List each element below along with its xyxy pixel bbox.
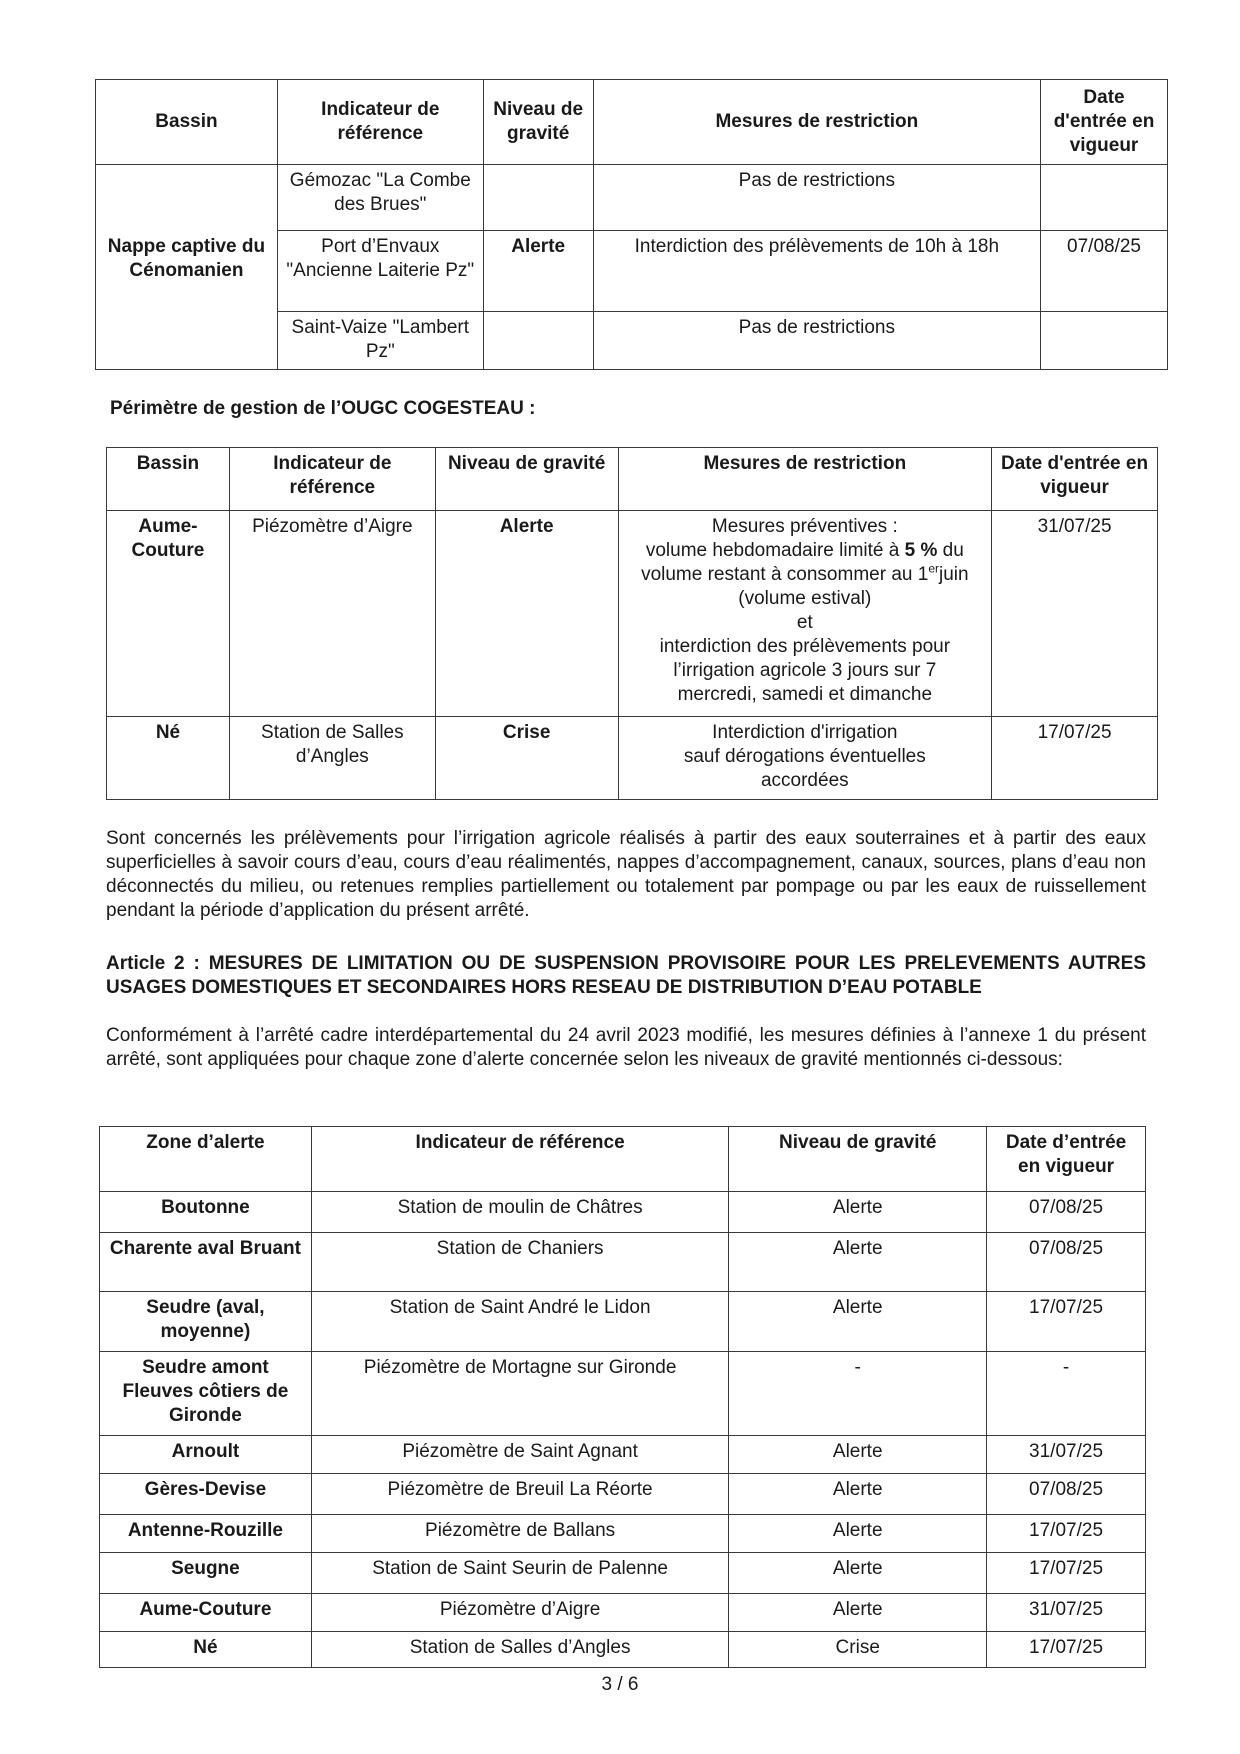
date-cell: 17/07/25 xyxy=(987,1553,1146,1594)
table-row xyxy=(107,511,1158,717)
bassin-cell xyxy=(96,312,278,370)
niveau-cell: Alerte xyxy=(729,1515,987,1553)
mesure-sup: er xyxy=(928,561,939,576)
date-cell: 31/07/25 xyxy=(987,1436,1146,1474)
niveau-cell: Alerte xyxy=(729,1233,987,1292)
zone-cell: Seudre (aval, moyenne) xyxy=(100,1292,312,1352)
zone-cell: Charente aval Bruant xyxy=(100,1233,312,1292)
header-niveau: Niveau de gravité xyxy=(483,80,593,165)
header-indicateur: Indicateur de référence xyxy=(311,1127,729,1192)
mesure-line: mercredi, samedi et dimanche xyxy=(677,684,933,705)
bassin-cell: Aume-Couture xyxy=(107,511,230,717)
bassin-cell xyxy=(96,165,278,231)
mesure-line: l’irrigation agricole 3 jours sur 7 xyxy=(673,660,937,681)
mesure-line: Mesures préventives : xyxy=(711,516,898,537)
bassin-cell: Nappe captive du Cénomanien xyxy=(96,231,278,312)
table-row xyxy=(100,1192,1146,1233)
indicateur-cell: Piézomètre d’Aigre xyxy=(229,511,435,717)
mesure-line: sauf dérogations éventuelles xyxy=(683,746,926,767)
indicateur-cell: Gémozac "La Combe des Brues" xyxy=(277,165,483,231)
header-mesures: Mesures de restriction xyxy=(618,448,992,511)
table-row xyxy=(100,1474,1146,1515)
niveau-cell xyxy=(483,165,593,231)
zone-cell: Antenne-Rouzille xyxy=(100,1515,312,1553)
section-title: Périmètre de gestion de l’OUGC COGESTEAU : xyxy=(110,398,536,419)
niveau-cell: Alerte xyxy=(729,1436,987,1474)
date-cell: - xyxy=(987,1352,1146,1436)
zone-cell: Aume-Couture xyxy=(100,1594,312,1632)
header-niveau: Niveau de gravité xyxy=(435,448,618,511)
zone-cell: Gères-Devise xyxy=(100,1474,312,1515)
date-cell: 17/07/25 xyxy=(987,1632,1146,1668)
mesures-cell xyxy=(618,717,992,800)
indicateur-cell: Piézomètre d’Aigre xyxy=(311,1594,729,1632)
niveau-cell: Alerte xyxy=(483,231,593,312)
table-row xyxy=(100,1632,1146,1668)
article-2-body: Conformément à l’arrêté cadre interdépartemental du 24 avril 2023 modifié, les mesures définies à l’annexe 1 du présent arrêté, sont appliquées pour chaque zone d’alerte concernée selon les niveaux de gravité mentionnés ci-dessous: xyxy=(106,1025,1146,1070)
indicateur-cell: Station de Salles d’Angles xyxy=(311,1632,729,1668)
date-cell: 07/08/25 xyxy=(987,1233,1146,1292)
page-number: 3 / 6 xyxy=(601,1674,639,1695)
header-bassin: Bassin xyxy=(96,80,278,165)
date-cell: 07/08/25 xyxy=(1041,231,1168,312)
niveau-cell: Alerte xyxy=(729,1292,987,1352)
mesure-line: (volume estival) xyxy=(738,588,872,609)
mesures-cell xyxy=(618,511,992,717)
indicateur-cell: Saint-Vaize "Lambert Pz" xyxy=(277,312,483,370)
date-cell: 07/08/25 xyxy=(987,1474,1146,1515)
date-cell: 07/08/25 xyxy=(987,1192,1146,1233)
indicateur-cell: Piézomètre de Ballans xyxy=(311,1515,729,1553)
mesure-line: interdiction des prélèvements pour xyxy=(659,636,951,657)
mesure-line: Interdiction d'irrigation xyxy=(712,722,898,743)
header-date: Date d'entrée en vigueur xyxy=(1041,80,1168,165)
mesure-line xyxy=(625,563,986,587)
mesures-cell: Interdiction des prélèvements de 10h à 18h xyxy=(593,231,1040,312)
indicateur-cell: Station de Saint André le Lidon xyxy=(311,1292,729,1352)
date-cell: 17/07/25 xyxy=(992,717,1158,800)
indicateur-cell: Port d’Envaux "Ancienne Laiterie Pz" xyxy=(277,231,483,312)
header-zone: Zone d’alerte xyxy=(100,1127,312,1192)
indicateur-cell: Station de Chaniers xyxy=(311,1233,729,1292)
restriction-table-cogesteau xyxy=(106,447,1158,800)
table-row xyxy=(107,717,1158,800)
indicateur-cell: Piézomètre de Saint Agnant xyxy=(311,1436,729,1474)
zone-cell: Seugne xyxy=(100,1553,312,1594)
zone-cell: Seudre amont Fleuves côtiers de Gironde xyxy=(100,1352,312,1436)
zone-cell: Boutonne xyxy=(100,1192,312,1233)
header-mesures: Mesures de restriction xyxy=(593,80,1040,165)
table-row xyxy=(100,1553,1146,1594)
table-row xyxy=(100,1233,1146,1292)
mesure-line: accordées xyxy=(760,770,849,791)
article-2-title: Article 2 : MESURES DE LIMITATION OU DE SUSPENSION PROVISOIRE POUR LES PRELEVEMENTS AUTRES USAGES DOMESTIQUES ET SECONDAIRES HORS RESEAU DE DISTRIBUTION D’EAU POTABLE xyxy=(106,953,1146,998)
mesure-line xyxy=(625,539,986,563)
date-cell xyxy=(1041,312,1168,370)
header-indicateur: Indicateur de référence xyxy=(229,448,435,511)
niveau-cell: Crise xyxy=(435,717,618,800)
mesure-text: du xyxy=(937,540,964,561)
table-header-row xyxy=(100,1127,1146,1192)
table-row xyxy=(96,231,1168,312)
restriction-table-cenomanien xyxy=(95,79,1168,370)
date-cell xyxy=(1041,165,1168,231)
bassin-cell: Né xyxy=(107,717,230,800)
table-row xyxy=(100,1594,1146,1632)
mesure-percent: 5 % xyxy=(904,540,938,561)
niveau-cell: Alerte xyxy=(729,1553,987,1594)
zone-alerte-table xyxy=(99,1126,1146,1668)
niveau-cell: Alerte xyxy=(435,511,618,717)
niveau-cell: - xyxy=(729,1352,987,1436)
indicateur-cell: Piézomètre de Mortagne sur Gironde xyxy=(311,1352,729,1436)
niveau-cell: Alerte xyxy=(729,1192,987,1233)
date-cell: 17/07/25 xyxy=(987,1292,1146,1352)
date-cell: 31/07/25 xyxy=(987,1594,1146,1632)
niveau-cell: Alerte xyxy=(729,1474,987,1515)
table-header-row xyxy=(107,448,1158,511)
mesure-line: et xyxy=(796,612,813,633)
header-date: Date d’entrée en vigueur xyxy=(987,1127,1146,1192)
paragraph-prelevements: Sont concernés les prélèvements pour l’irrigation agricole réalisés à partir des eaux souterraines et à partir des eaux superficielles à savoir cours d’eau, cours d’eau réalimentés, nappes d’accompagnement, canaux, sources, plans d’eau non déconnectés du milieu, ou retenues remplies partiellement ou totalement par pompage ou par les eaux de ruissellement pendant la période d’application du présent arrêté. xyxy=(106,828,1146,921)
mesure-text: volume restant à consommer au 1 xyxy=(641,564,929,585)
table-row xyxy=(96,312,1168,370)
indicateur-cell: Station de Saint Seurin de Palenne xyxy=(311,1553,729,1594)
mesures-cell: Pas de restrictions xyxy=(593,312,1040,370)
header-niveau: Niveau de gravité xyxy=(729,1127,987,1192)
header-bassin: Bassin xyxy=(107,448,230,511)
table-row xyxy=(100,1292,1146,1352)
table-row xyxy=(96,165,1168,231)
indicateur-cell: Station de moulin de Châtres xyxy=(311,1192,729,1233)
mesure-text: volume hebdomadaire limité à xyxy=(645,540,905,561)
table-header-row xyxy=(96,80,1168,165)
date-cell: 31/07/25 xyxy=(992,511,1158,717)
date-cell: 17/07/25 xyxy=(987,1515,1146,1553)
mesure-text: juin xyxy=(938,564,969,585)
zone-cell: Arnoult xyxy=(100,1436,312,1474)
niveau-cell: Alerte xyxy=(729,1594,987,1632)
table-row xyxy=(100,1515,1146,1553)
table-row xyxy=(100,1352,1146,1436)
niveau-cell: Crise xyxy=(729,1632,987,1668)
niveau-cell xyxy=(483,312,593,370)
header-indicateur: Indicateur de référence xyxy=(277,80,483,165)
header-date: Date d'entrée en vigueur xyxy=(992,448,1158,511)
table-row xyxy=(100,1436,1146,1474)
zone-cell: Né xyxy=(100,1632,312,1668)
indicateur-cell: Piézomètre de Breuil La Réorte xyxy=(311,1474,729,1515)
mesures-cell: Pas de restrictions xyxy=(593,165,1040,231)
indicateur-cell: Station de Salles d’Angles xyxy=(229,717,435,800)
